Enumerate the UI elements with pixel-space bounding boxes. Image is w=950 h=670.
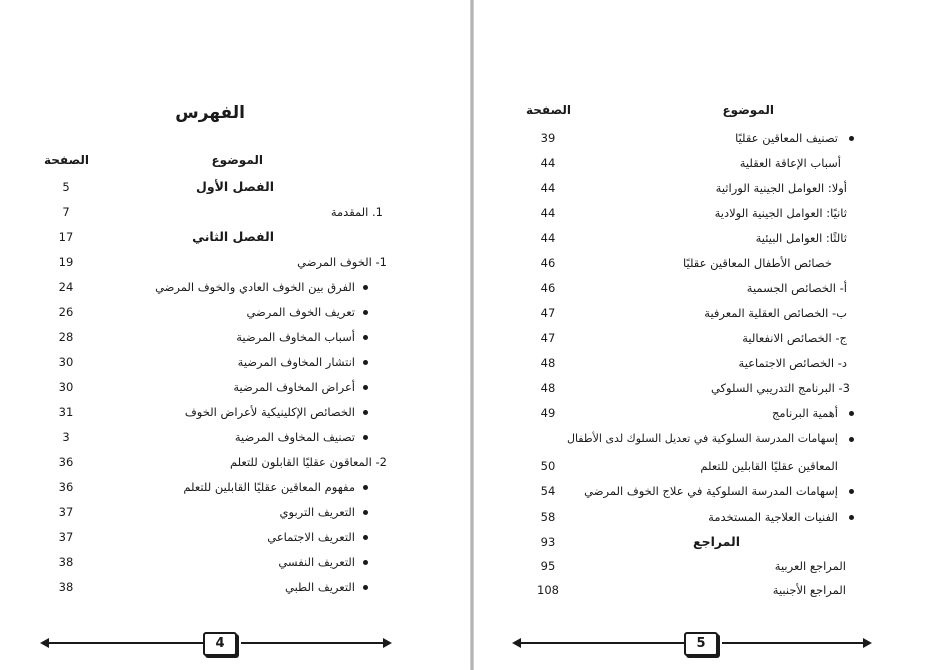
toc-row[interactable]	[0, 378, 470, 396]
toc-row[interactable]	[474, 533, 950, 551]
toc-page-number: 36	[58, 455, 74, 469]
toc-entry: المراجع	[693, 534, 740, 549]
toc-page-number: 36	[58, 480, 74, 494]
arrow-right-icon	[863, 638, 872, 648]
toc-page-number: 19	[58, 255, 74, 269]
toc-entry: تصنيف المعاقين عقليًا	[735, 131, 838, 145]
toc-entry: خصائص الأطفال المعاقين عقليًا	[682, 256, 832, 270]
topic-column-header: الموضوع	[211, 153, 263, 167]
toc-row[interactable]	[0, 253, 470, 271]
toc-page-number: 37	[58, 530, 74, 544]
toc-page-number: 58	[540, 510, 556, 524]
toc-row[interactable]	[474, 379, 950, 397]
toc-row[interactable]	[474, 557, 950, 575]
toc-page-number: 93	[540, 535, 556, 549]
toc-page-number: 39	[540, 131, 556, 145]
toc-entry: انتشار المخاوف المرضية	[237, 355, 355, 369]
bullet-icon	[849, 489, 854, 494]
toc-entry: مفهوم المعاقين عقليًا القابلين للتعلم	[183, 480, 355, 494]
toc-row[interactable]	[0, 178, 470, 196]
toc-row[interactable]	[0, 553, 470, 571]
bullet-icon	[363, 385, 368, 390]
toc-entry: أعراض المخاوف المرضية	[233, 380, 355, 394]
toc-row[interactable]	[0, 578, 470, 596]
toc-row[interactable]	[0, 478, 470, 496]
toc-entry: 3- البرنامج التدريبي السلوكي	[710, 381, 850, 395]
toc-row[interactable]	[0, 203, 470, 221]
bullet-icon	[363, 535, 368, 540]
toc-row[interactable]	[474, 204, 950, 222]
toc-row[interactable]	[474, 329, 950, 347]
toc-row[interactable]	[474, 430, 950, 448]
toc-entry: أ- الخصائص الجسمية	[746, 281, 847, 295]
toc-entry: المراجع الأجنبية	[772, 583, 846, 597]
toc-page-number: 44	[540, 206, 556, 220]
toc-row[interactable]	[0, 428, 470, 446]
toc-page-number: 47	[540, 306, 556, 320]
toc-row[interactable]	[0, 528, 470, 546]
toc-entry: أولا: العوامل الجينية الوراثية	[715, 181, 847, 195]
toc-entry: الخصائص الإكلينيكية لأعراض الخوف	[184, 405, 355, 419]
toc-page-number: 17	[58, 230, 74, 244]
toc-row[interactable]	[0, 303, 470, 321]
bullet-icon	[849, 136, 854, 141]
toc-page-number: 3	[62, 430, 70, 444]
toc-entry: الفصل الثاني	[192, 229, 274, 244]
toc-entry: الفصل الأول	[195, 179, 274, 194]
bullet-icon	[363, 585, 368, 590]
toc-row[interactable]	[474, 482, 950, 500]
toc-page-number: 28	[58, 330, 74, 344]
toc-entry: تصنيف المخاوف المرضية	[234, 430, 355, 444]
page-column-header: الصفحة	[526, 103, 572, 117]
toc-row[interactable]	[474, 404, 950, 422]
footer-rule	[241, 642, 384, 644]
toc-entry: أسباب الإعاقة العقلية	[739, 156, 841, 170]
toc-page-number: 46	[540, 256, 556, 270]
footer-rule	[722, 642, 864, 644]
bullet-icon	[363, 310, 368, 315]
toc-row[interactable]	[0, 228, 470, 246]
toc-entry: ب- الخصائص العقلية المعرفية	[704, 306, 847, 320]
toc-page-number: 38	[58, 555, 74, 569]
left-page	[0, 0, 470, 670]
arrow-right-icon	[383, 638, 392, 648]
toc-row[interactable]	[474, 154, 950, 172]
toc-entry: الفرق بين الخوف العادي والخوف المرضي	[155, 280, 355, 294]
toc-row[interactable]	[474, 229, 950, 247]
toc-entry: إسهامات المدرسة السلوكية في تعديل السلوك لدى الأطفال	[566, 432, 838, 445]
toc-row[interactable]	[474, 179, 950, 197]
bullet-icon	[363, 410, 368, 415]
toc-row[interactable]	[474, 304, 950, 322]
toc-row[interactable]	[474, 254, 950, 272]
toc-page-number: 95	[540, 559, 556, 573]
toc-page-number: 48	[540, 381, 556, 395]
toc-row[interactable]	[0, 503, 470, 521]
toc-entry: 1- الخوف المرضي	[297, 255, 387, 269]
toc-entry: تعريف الخوف المرضي	[246, 305, 355, 319]
toc-row[interactable]	[0, 403, 470, 421]
toc-row[interactable]	[474, 457, 950, 475]
toc-row[interactable]	[0, 328, 470, 346]
toc-page-number: 24	[58, 280, 74, 294]
toc-row[interactable]	[474, 129, 950, 147]
toc-row[interactable]	[474, 508, 950, 526]
page-footer	[40, 632, 392, 654]
toc-page-number: 54	[540, 484, 556, 498]
toc-row[interactable]	[474, 581, 950, 599]
toc-row[interactable]	[474, 354, 950, 372]
toc-row[interactable]	[0, 353, 470, 371]
toc-entry: 1. المقدمة	[330, 205, 383, 219]
toc-page-number: 46	[540, 281, 556, 295]
page-title: الفهرس	[175, 103, 245, 123]
toc-page-number: 49	[540, 406, 556, 420]
footer-rule	[48, 642, 203, 644]
toc-entry: المعاقين عقليًا القابلين للتعلم	[700, 459, 838, 473]
toc-entry: الفنيات العلاجية المستخدمة	[708, 510, 838, 524]
bullet-icon	[363, 335, 368, 340]
toc-row[interactable]	[0, 453, 470, 471]
toc-entry: التعريف الاجتماعي	[267, 530, 355, 544]
toc-page-number: 7	[62, 205, 70, 219]
toc-row[interactable]	[474, 279, 950, 297]
bullet-icon	[849, 437, 854, 442]
bullet-icon	[363, 560, 368, 565]
bullet-icon	[363, 360, 368, 365]
toc-page-number: 47	[540, 331, 556, 345]
toc-page-number: 44	[540, 156, 556, 170]
toc-page-number: 50	[540, 459, 556, 473]
page-footer	[512, 632, 872, 654]
bullet-icon	[849, 515, 854, 520]
toc-entry: 2- المعاقون عقليًا القابلون للتعلم	[229, 455, 387, 469]
topic-column-header: الموضوع	[722, 103, 774, 117]
toc-entry: ثالثًا: العوامل البيئية	[755, 231, 847, 245]
toc-page-number: 38	[58, 580, 74, 594]
toc-entry: ثانيًا: العوامل الجينية الولادية	[714, 206, 847, 220]
footer-rule	[520, 642, 686, 644]
right-page	[474, 0, 950, 670]
page-column-header: الصفحة	[44, 153, 90, 167]
toc-page-number: 30	[58, 355, 74, 369]
toc-page-number: 108	[537, 583, 559, 597]
toc-entry: التعريف النفسي	[278, 555, 355, 569]
toc-entry: أهمية البرنامج	[771, 406, 838, 420]
bullet-icon	[363, 485, 368, 490]
toc-entry: أسباب المخاوف المرضية	[236, 330, 355, 344]
toc-entry: التعريف التربوي	[279, 505, 355, 519]
bullet-icon	[363, 285, 368, 290]
toc-entry: التعريف الطبي	[284, 580, 355, 594]
toc-page-number: 44	[540, 181, 556, 195]
toc-page-number: 37	[58, 505, 74, 519]
toc-page-number: 26	[58, 305, 74, 319]
bullet-icon	[363, 435, 368, 440]
bullet-icon	[849, 411, 854, 416]
toc-entry: إسهامات المدرسة السلوكية في علاج الخوف المرضي	[584, 484, 838, 498]
toc-page-number: 31	[58, 405, 74, 419]
toc-entry: د- الخصائص الاجتماعية	[738, 356, 847, 370]
toc-page-number: 44	[540, 231, 556, 245]
toc-page-number: 48	[540, 356, 556, 370]
page-number-box: 4	[203, 632, 237, 656]
toc-page-number: 30	[58, 380, 74, 394]
toc-row[interactable]	[0, 278, 470, 296]
toc-entry: ج- الخصائص الانفعالية	[742, 331, 847, 345]
page-number-box: 5	[684, 632, 718, 656]
bullet-icon	[363, 510, 368, 515]
toc-page-number: 5	[62, 180, 70, 194]
toc-entry: المراجع العربية	[774, 559, 846, 573]
